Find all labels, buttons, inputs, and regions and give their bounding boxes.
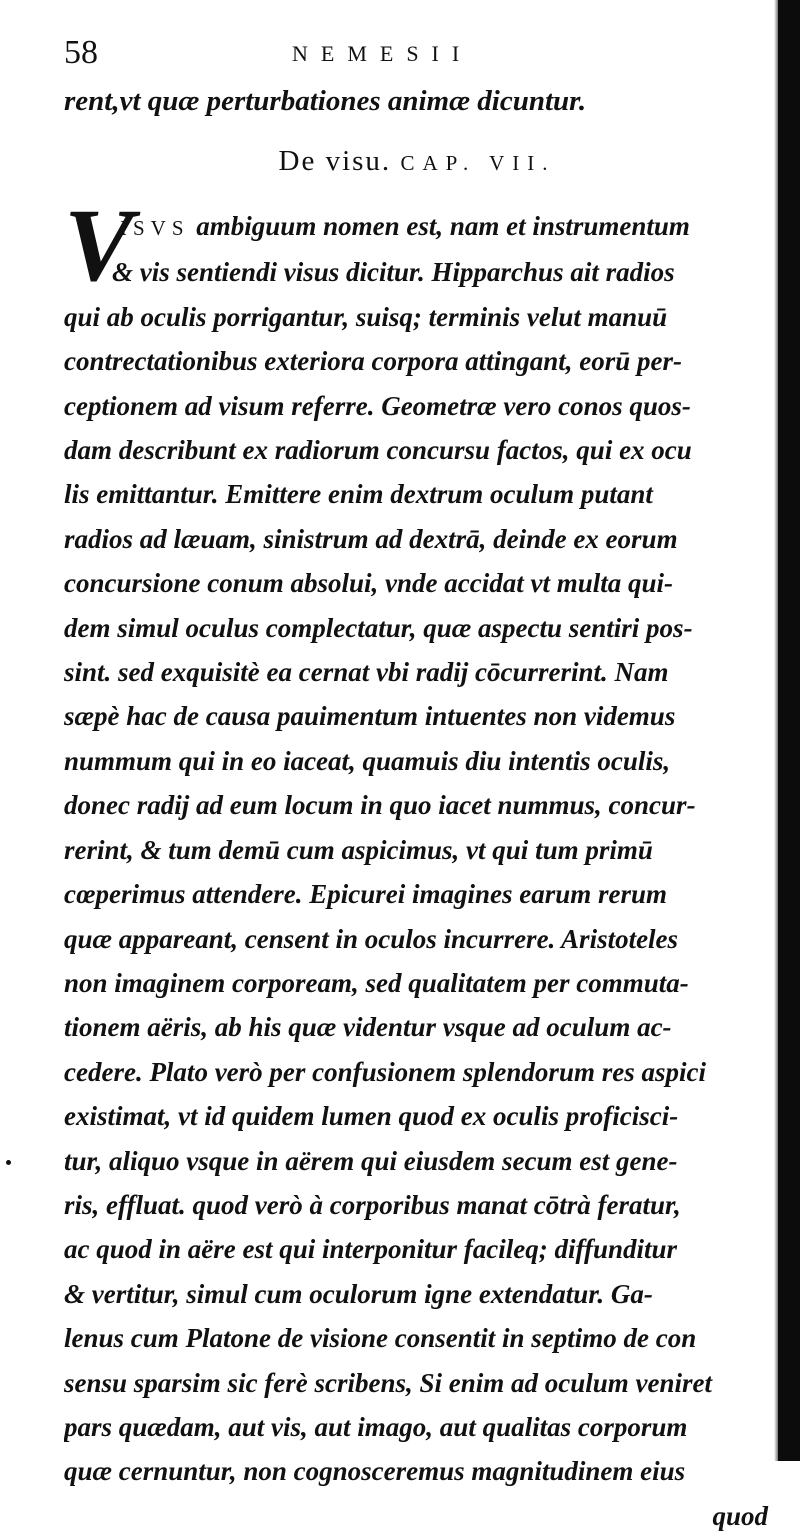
text-line: rerint, & tum demū cum aspicimus, vt qui tum primū	[64, 834, 653, 865]
catchword: quod	[712, 1500, 768, 1531]
running-head: NEMESII	[292, 41, 473, 66]
text-line: sæpè hac de causa pauimentum intuentes non videmus	[64, 701, 676, 732]
first-line-text: ambiguum nomen est, nam et instrumentum	[189, 211, 690, 241]
text-line: lis emittantur. Emittere enim dextrum oculum putant	[64, 479, 653, 510]
first-word-small-caps: ISVS	[120, 216, 190, 240]
text-line: nummum qui in eo iaceat, quamuis diu intentis oculis,	[64, 745, 671, 776]
text-line: concursione conum absolui, vnde accidat vt multa qui-	[64, 568, 674, 599]
text-line: ceptionem ad visum referre. Geometræ vero conos quos-	[64, 390, 691, 421]
text-line: donec radij ad eum locum in quo iacet nummus, concur-	[64, 790, 696, 821]
drop-cap: V	[64, 188, 134, 303]
chapter-number: CAP. VII.	[400, 151, 556, 175]
text-line	[64, 204, 770, 250]
book-page	[64, 26, 770, 1538]
text-line: ris, effluat. quod verò à corporibus manat cōtrà feratur,	[64, 1189, 681, 1220]
text-line: dem simul oculus complectatur, quæ aspectu sentiri pos-	[64, 612, 693, 643]
text-line: sensu sparsim sic ferè scribens, Si enim ad oculum veniret	[64, 1367, 713, 1398]
text-line: cœperimus attendere. Epicurei imagines earum rerum	[64, 879, 668, 910]
text-line: existimat, vt id quidem lumen quod ex oculis proficisci-	[64, 1101, 679, 1132]
margin-mark	[6, 1160, 11, 1165]
carry-over-line: rent,vt quæ perturbationes animæ dicuntur.	[64, 85, 587, 117]
text-line: radios ad læuam, sinistrum ad dextrā, deinde ex eorum	[64, 523, 678, 554]
text-line: tur, aliquo vsque in aërem qui eiusdem secum est gene-	[64, 1145, 678, 1176]
text-line: quæ cernuntur, non cognosceremus magnitudinem eius	[64, 1456, 686, 1487]
text-line: qui ab oculis porrigantur, suisq; terminis velut manuū	[64, 301, 668, 332]
text-line: & vertitur, simul cum oculorum igne extendatur. Ga-	[64, 1278, 653, 1309]
text-line: cedere. Plato verò per confusionem splendorum res aspici	[64, 1056, 706, 1087]
text-line: pars quædam, aut vis, aut imago, aut qualitas corporum	[64, 1411, 688, 1442]
chapter-title-main: De visu.	[278, 145, 392, 177]
body-text	[64, 188, 770, 1494]
text-line: dam describunt ex radiorum concursu factos, qui ex ocu	[64, 435, 692, 466]
chapter-title	[64, 138, 770, 186]
text-line: non imaginem corpoream, sed qualitatem per commuta-	[64, 967, 689, 998]
text-line: & vis sentiendi visus dicitur. Hipparchus ait radios	[112, 257, 675, 288]
page-header	[64, 26, 770, 72]
text-line: lenus cum Platone de visione consentit in septimo de con	[64, 1323, 697, 1354]
page-number: 58	[64, 34, 98, 71]
text-line: contrectationibus exteriora corpora attingant, eorū per-	[64, 346, 683, 377]
text-line: tionem aëris, ab his quæ videntur vsque ad oculum ac-	[64, 1012, 672, 1043]
text-line: ac quod in aëre est qui interponitur facileq; diffunditur	[64, 1234, 678, 1265]
page-gutter	[778, 0, 800, 1461]
text-line: sint. sed exquisitè ea cernat vbi radij cōcurrerint. Nam	[64, 657, 669, 688]
text-line: quæ appareant, censent in oculos incurrere. Aristoteles	[64, 923, 679, 954]
